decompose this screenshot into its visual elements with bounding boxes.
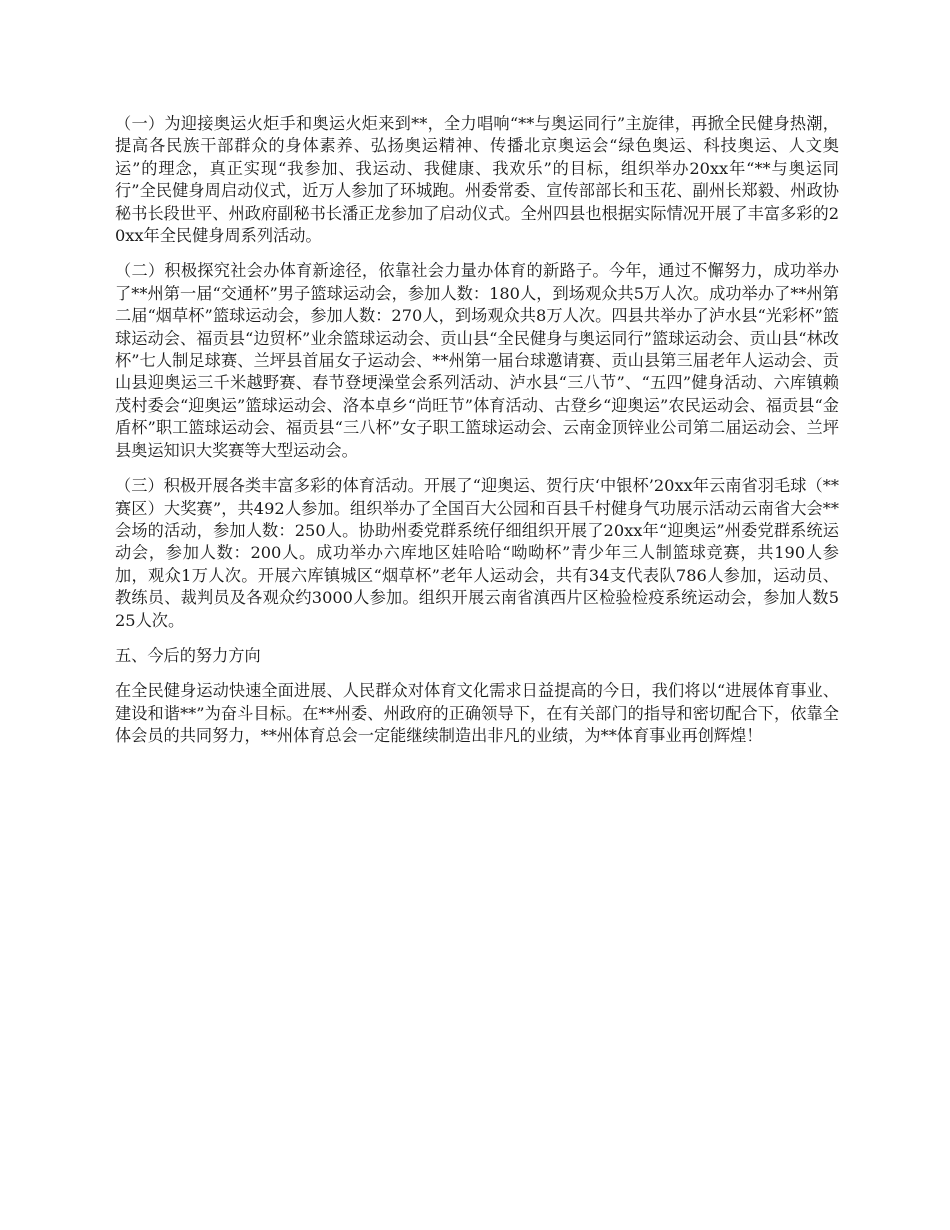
paragraph-part-2: （二）积极探究社会办体育新途径，依靠社会力量办体育的新路子。今年，通过不懈努力，成功举办了**州第一届“交通杯”男子篮球运动会，参加人数：180人，到场观众共5万人次。成功举办了**州第二届“烟草杯”篮球运动会，参加人数：270人，到场观众共8万人次。四县共举办了泸水县“光彩杯”篮球运动会、福贡县“边贸杯”业余篮球运动会、贡山县“全民健身与奥运同行”篮球运动会、贡山县“林改杯”七人制足球赛、兰坪县首届女子运动会、**州第一届台球邀请赛、贡山县第三届老年人运动会、贡山县迎奥运三千米越野赛、春节登埂澡堂会系列活动、泸水县“三八节”、“五四”健身活动、六库镇赖茂村委会“迎奥运”篮球运动会、洛本卓乡“尚旺节”体育活动、古登乡“迎奥运”农民运动会、福贡县“金盾杯”职工篮球运动会、福贡县“三八杯”女子职工篮球运动会、云南金顶锌业公司第二届运动会、兰坪县奥运知识大奖赛等大型运动会。 [115,261,839,460]
section-heading: 五、今后的努力方向 [115,645,261,665]
paragraph-part-1: （一）为迎接奥运火炬手和奥运火炬来到**，全力唱响“**与奥运同行”主旋律，再掀全民健身热潮，提高各民族干部群众的身体素养、弘扬奥运精神、传播北京奥运会“绿色奥运、科技奥运、人文奥运”的理念，真正实现“我参加、我运动、我健康、我欢乐”的目标，组织举办20xx年“**与奥运同行”全民健身周启动仪式，近万人参加了环城跑。州委常委、宣传部部长和玉花、副州长郑毅、州政协秘书长段世平、州政府副秘书长潘正龙参加了启动仪式。全州四县也根据实际情况开展了丰富多彩的20xx年全民健身周系列活动。 [115,114,839,246]
closing-paragraph: 在全民健身运动快速全面进展、人民群众对体育文化需求日益提高的今日，我们将以“进展体育事业、建设和谐**”为奋斗目标。在**州委、州政府的正确领导下，在有关部门的指导和密切配合下，依靠全体会员的共同努力，**州体育总会一定能继续制造出非凡的业绩，为**体育事业再创辉煌！ [115,681,839,746]
document-page [115,113,839,761]
paragraph-part-3: （三）积极开展各类丰富多彩的体育活动。开展了“迎奥运、贺行庆‘中银杯’20xx年云南省羽毛球（**赛区）大奖赛”，共492人参加。组织举办了全国百大公园和百县千村健身气功展示活动云南省大会**会场的活动，参加人数：250人。协助州委党群系统仔细组织开展了20xx年“迎奥运”州委党群系统运动会，参加人数：200人。成功举办六库地区娃哈哈“呦呦杯”青少年三人制篮球竞赛，共190人参加，观众1万人次。开展六库镇城区“烟草杯”老年人运动会，共有34支代表队786人参加，运动员、教练员、裁判员及各观众约3000人参加。组织开展云南省滇西片区检验检疫系统运动会，参加人数525人次。 [115,476,839,630]
